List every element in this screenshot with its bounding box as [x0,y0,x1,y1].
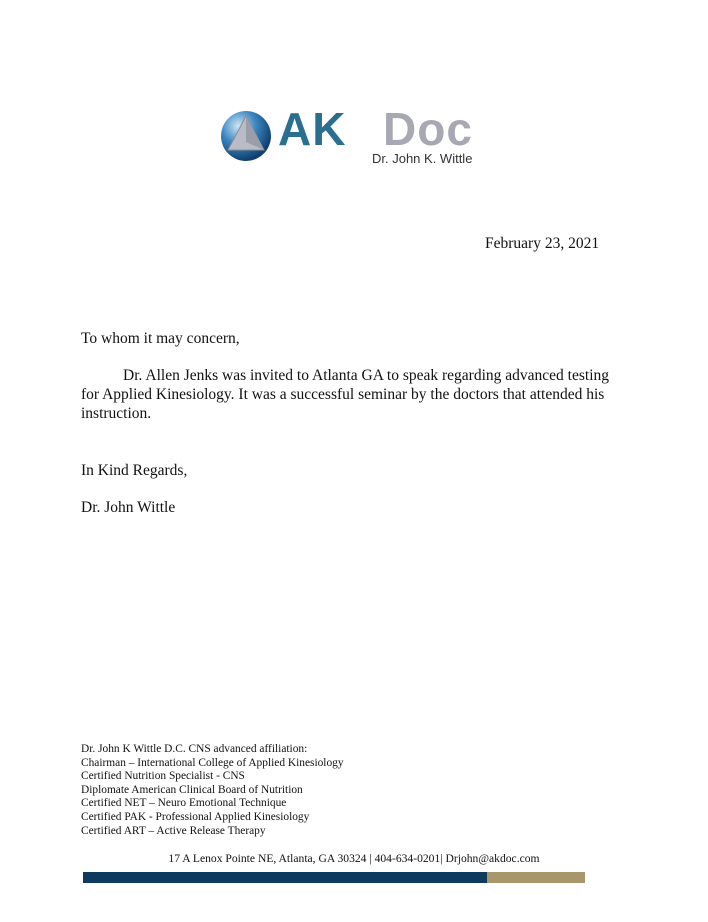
affiliation-item: Certified NET – Neuro Emotional Technique [81,797,287,810]
affiliation-item: Chairman – International College of Applied Kinesiology [81,756,344,769]
salutation: To whom it may concern, [81,330,240,347]
globe-triangle-icon [220,110,272,162]
affiliation-item: Certified Nutrition Specialist - CNS [81,770,245,783]
letter-body [81,366,611,423]
affiliation-item: Dr. John K Wittle D.C. CNS advanced affiliation: [81,743,308,755]
letter-body-text: Dr. Allen Jenks was invited to Atlanta GA to speak regarding advanced testing for Applied Kinesiology. It was a successful seminar by the doctors that attended his instruction. [81,367,609,422]
logo-subtitle: Dr. John K. Wittle [372,151,473,166]
logo-ak-text: AK [278,103,347,155]
signature: Dr. John Wittle [81,499,176,516]
footer-address: 17 A Lenox Pointe NE, Atlanta, GA 30324 | 404-634-0201| Drjohn@akdoc.com [168,852,540,865]
letter-date: February 23, 2021 [485,235,600,252]
affiliation-item: Certified ART – Active Release Therapy [81,824,266,837]
akdoc-logo [220,103,495,168]
affiliations-list [81,743,344,838]
affiliation-item: Certified PAK - Professional Applied Kinesiology [81,810,310,823]
footer-bar-navy [83,872,487,883]
closing: In Kind Regards, [81,462,188,479]
logo-doc-text: Doc [383,103,473,155]
affiliation-item: Diplomate American Clinical Board of Nutrition [81,783,303,796]
footer-bar-gold [487,872,585,883]
